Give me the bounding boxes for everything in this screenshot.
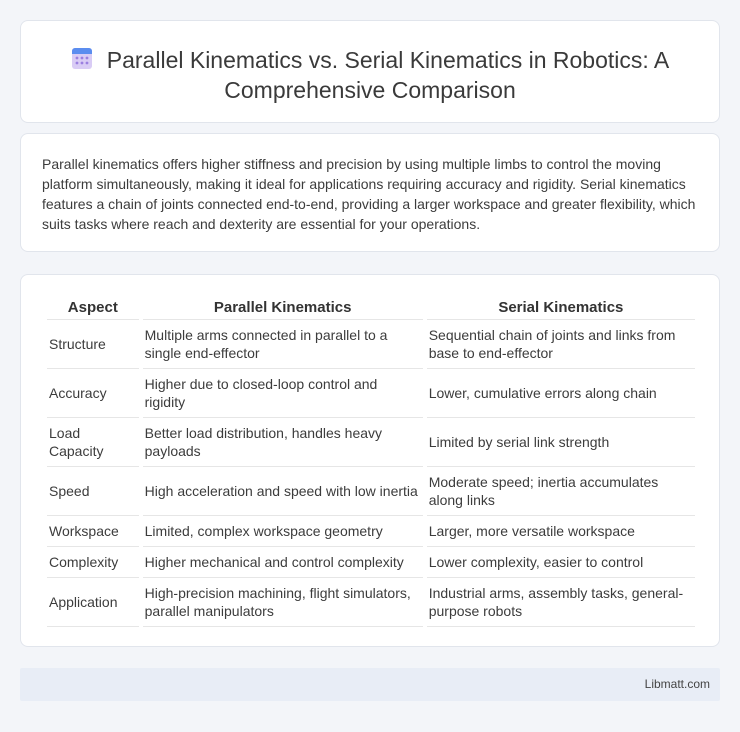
table-row (47, 516, 695, 547)
cell-parallel: High-precision machining, flight simulators, parallel manipulators (143, 578, 423, 627)
cell-parallel: Limited, complex workspace geometry (143, 516, 423, 547)
cell-aspect: Speed (47, 467, 139, 516)
header-parallel: Parallel Kinematics (143, 295, 423, 320)
cell-parallel: Higher due to closed-loop control and rigidity (143, 369, 423, 418)
comparison-card (20, 274, 720, 647)
header-serial: Serial Kinematics (427, 295, 695, 320)
cell-serial: Sequential chain of joints and links from base to end-effector (427, 320, 695, 369)
table-header-row (47, 295, 695, 320)
cell-serial: Lower complexity, easier to control (427, 547, 695, 578)
title-card (20, 20, 720, 123)
intro-card (20, 133, 720, 252)
table-row (47, 547, 695, 578)
intro-paragraph: Parallel kinematics offers higher stiffness and precision by using multiple limbs to control the moving platform simultaneously, making it ideal for applications requiring accuracy and rigidity. Serial kinematics features a chain of joints connected end-to-end, providing a larger workspace and greater flexibility, which suits tasks where reach and dexterity are essential for your operations. (42, 156, 696, 232)
cell-aspect: Complexity (47, 547, 139, 578)
table-row (47, 369, 695, 418)
cell-aspect: Accuracy (47, 369, 139, 418)
cell-aspect: Load Capacity (47, 418, 139, 467)
cell-aspect: Structure (47, 320, 139, 369)
cell-parallel: Multiple arms connected in parallel to a single end-effector (143, 320, 423, 369)
cell-aspect: Application (47, 578, 139, 627)
footer-site-link[interactable]: Libmatt.com (644, 677, 710, 691)
page-title (51, 45, 689, 105)
cell-serial: Industrial arms, assembly tasks, general-purpose robots (427, 578, 695, 627)
header-aspect: Aspect (47, 295, 139, 320)
footer-bar (20, 668, 720, 701)
cell-serial: Limited by serial link strength (427, 418, 695, 467)
cell-parallel: High acceleration and speed with low inertia (143, 467, 423, 516)
cell-parallel: Better load distribution, handles heavy payloads (143, 418, 423, 467)
cell-serial: Larger, more versatile workspace (427, 516, 695, 547)
table-row (47, 418, 695, 467)
comparison-table (43, 295, 699, 627)
table-row (47, 320, 695, 369)
cell-serial: Moderate speed; inertia accumulates along links (427, 467, 695, 516)
calendar-icon (71, 46, 93, 70)
cell-parallel: Higher mechanical and control complexity (143, 547, 423, 578)
cell-aspect: Workspace (47, 516, 139, 547)
page-title-text: Parallel Kinematics vs. Serial Kinematics in Robotics: A Comprehensive Comparison (106, 47, 670, 103)
table-row (47, 578, 695, 627)
table-row (47, 467, 695, 516)
cell-serial: Lower, cumulative errors along chain (427, 369, 695, 418)
